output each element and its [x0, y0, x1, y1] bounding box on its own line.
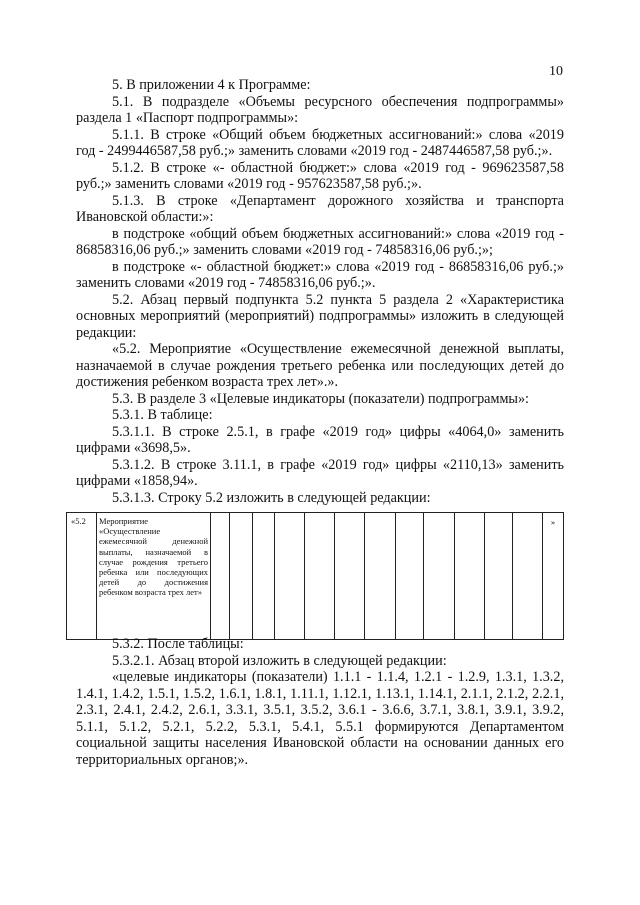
paragraph: «целевые индикаторы (показатели) 1.1.1 - 1.1.4, 1.2.1 - 1.2.9, 1.3.1, 1.3.2, 1.4.1, 1.4.2, 1.5.1, 1.5.2, 1.6.1, 1.8.1, 1.11.1, 1.12.1, 1.13.1, 1.14.1, 2.1.1, 2.1.2, 2.2.1, 2.3.1, 2.4.1, 2.4.2, 2.6.1, 3.3.1, 3.5.1, 3.5.2, 3.6.1 - 3.6.6, 3.7.1, 3.8.1, 3.9.1, 3.9.2, 5.1.1, 5.1.2, 5.2.1, 5.2.2, 5.3.1, 5.4.1, 5.5.1 формируются Департаментом социальной защиты населения Ивановской области на основании данных его территориальных органов;». — [76, 669, 564, 768]
paragraph: 5.3.1. В таблице: — [112, 407, 213, 423]
paragraph: 5.1.2. В строке «- областной бюджет:» слова «2019 год - 969623587,58 руб.;» заменить словами «2019 год - 957623587,58 руб.;». — [76, 159, 564, 192]
table-row — [67, 513, 564, 640]
amendment-text-after-table — [76, 636, 564, 768]
paragraph: 5.3.2.1. Абзац второй изложить в следующей редакции: — [112, 652, 447, 669]
paragraph: 5.1.3. В строке «Департамент дорожного хозяйства и транспорта Ивановской области:»: — [76, 192, 564, 225]
empty-cell — [365, 513, 396, 640]
empty-cell — [253, 513, 275, 640]
paragraph: 5.3.1.1. В строке 2.5.1, в графе «2019 год» цифры «4064,0» заменить цифрами «3698,5». — [76, 423, 564, 456]
amendment-text-before-table — [76, 77, 564, 506]
empty-cell — [396, 513, 424, 640]
paragraph: «5.2. Мероприятие «Осуществление ежемесячной денежной выплаты, назначаемой в случае рождения третьего ребенка или последующих детей до достижения ребенком возраста трех лет».». — [76, 341, 564, 390]
row-number-cell: «5.2 — [67, 513, 97, 640]
paragraph: в подстроке «общий объем бюджетных ассигнований:» слова «2019 год - 86858316,06 руб.;» заменить словами «2019 год - 74858316,06 руб.;»; — [76, 225, 564, 258]
paragraph: 5.3.1.3. Строку 5.2 изложить в следующей редакции: — [112, 489, 431, 506]
empty-cell — [275, 513, 305, 640]
empty-cell — [485, 513, 513, 640]
empty-cell — [424, 513, 455, 640]
amended-row-table — [66, 512, 564, 640]
paragraph: 5. В приложении 4 к Программе: — [112, 77, 311, 93]
paragraph: в подстроке «- областной бюджет:» слова «2019 год - 86858316,06 руб.;» заменить словами «2019 год - 74858316,06 руб.;». — [76, 258, 564, 291]
page-number: 10 — [549, 64, 563, 79]
paragraph: 5.3.2. После таблицы: — [112, 636, 244, 652]
paragraph: 5.3.1.2. В строке 3.11.1, в графе «2019 год» цифры «2110,13» заменить цифрами «1858,94». — [76, 456, 564, 489]
empty-cell — [230, 513, 253, 640]
paragraph: 5.2. Абзац первый подпункта 5.2 пункта 5 раздела 2 «Характеристика основных мероприятий (мероприятий) подпрограммы» изложить в следующей редакции: — [76, 291, 564, 341]
empty-cell — [335, 513, 365, 640]
paragraph: 5.3. В разделе 3 «Целевые индикаторы (показатели) подпрограммы»: — [112, 390, 529, 407]
paragraph: 5.1.1. В строке «Общий объем бюджетных ассигнований:» слова «2019 год - 2499446587,58 руб.;» заменить словами «2019 год - 2487446587,58 руб.;». — [76, 126, 564, 159]
paragraph: 5.1. В подразделе «Объемы ресурсного обеспечения подпрограммы» раздела 1 «Паспорт подпрограммы»: — [76, 93, 564, 126]
empty-cell — [211, 513, 230, 640]
empty-cell — [455, 513, 485, 640]
closing-quote-cell: » — [543, 513, 564, 640]
row-name-cell: Мероприятие «Осуществление ежемесячной денежной выплаты, назначаемой в случае рождения третьего ребенка или последующих детей до достижения ребенком возраста трех лет» — [97, 513, 211, 640]
empty-cell — [513, 513, 543, 640]
empty-cell — [305, 513, 335, 640]
